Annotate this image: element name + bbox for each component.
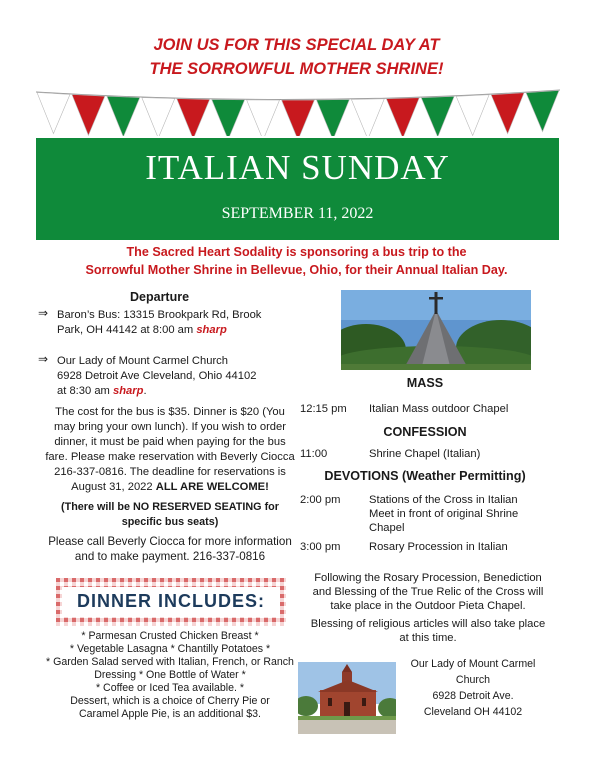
pennant-flag [421, 96, 454, 136]
menu-line-3: * Garden Salad served with Italian, French, or Ranch [46, 656, 294, 668]
cost-line-6: August 31, 2022 ALL ARE WELCOME! [71, 481, 269, 493]
stop2-sharp: sharp [112, 385, 144, 397]
confession-time: 11:00 [300, 448, 328, 460]
following-line-1: Following the Rosary Procession, Benediction [314, 572, 542, 584]
call-line-1: Please call Beverly Ciocca for more information [48, 535, 292, 548]
following-line-2: and Blessing of the True Relic of the Cross will [312, 586, 544, 598]
confession-heading: CONFESSION [383, 425, 467, 439]
menu-line-1: * Parmesan Crusted Chicken Breast * [81, 630, 259, 642]
cost-line-1: The cost for the bus is $35. Dinner is $20 (You [55, 406, 285, 418]
address-line-3: 6928 Detroit Ave. [432, 690, 514, 702]
following-line-5: at this time. [399, 632, 457, 644]
menu-line-2: * Vegetable Lasagna * Chantilly Potatoes * [69, 643, 271, 655]
intro-line-2: Sorrowful Mother Shrine in Bellevue, Ohio, for their Annual Italian Day. [85, 263, 508, 277]
devotions-heading: DEVOTIONS (Weather Permitting) [324, 469, 526, 483]
header-line-2: THE SORROWFUL MOTHER SHRINE! [149, 60, 444, 78]
pennant-flag [177, 99, 210, 136]
seating-line-2: specific bus seats) [121, 516, 219, 528]
all-welcome: ALL ARE WELCOME! [155, 481, 269, 493]
call-line-2: and to make payment. 216-337-0816 [74, 550, 266, 563]
cost-line-2: may bring your own lunch). If you wish to order [54, 421, 286, 433]
pennant-flag [37, 93, 70, 134]
pennant-flag [107, 96, 140, 136]
devotion2-desc: Rosary Procession in Italian [369, 541, 508, 553]
right-double-arrow-icon: ⇒ [38, 352, 49, 366]
intro-line-1: The Sacred Heart Sodality is sponsoring a bus trip to the [126, 245, 467, 259]
devotion2-time: 3:00 pm [300, 541, 341, 553]
cost-line-3: dinner, it must be paid when paying for the bus [54, 436, 286, 448]
menu-line-4: Dressing * One Bottle of Water * [94, 669, 246, 681]
stop1-line-1: Baron’s Bus: 13315 Brookpark Rd, Brook [57, 309, 262, 321]
departure-title: Departure [130, 290, 190, 304]
address-line-2: Church [455, 674, 491, 686]
seating-line-1: (There will be NO RESERVED SEATING for [61, 501, 279, 513]
pennant-flag [526, 91, 559, 132]
pennant-flag [491, 93, 524, 134]
pennant-flag [212, 99, 245, 136]
pennant-bunting [36, 86, 560, 136]
pennant-flag [351, 99, 384, 136]
mass-heading: MASS [406, 376, 444, 390]
following-line-3: take place in the Outdoor Pieta Chapel. [330, 600, 526, 612]
pennant-flag [72, 94, 105, 135]
banner-date: SEPTEMBER 11, 2022 [221, 205, 374, 222]
banner-title: ITALIAN SUNDAY [145, 148, 450, 187]
stop1-line-2: Park, OH 44142 at 8:00 am sharp [57, 324, 227, 336]
confession-desc: Shrine Chapel (Italian) [369, 448, 481, 460]
devotion1-line-2: Meet in front of original Shrine [369, 508, 519, 520]
address-line-1: Our Lady of Mount Carmel [410, 658, 536, 670]
cost-line-4: fare. Please make reservation with Beverly Ciocca [45, 451, 295, 463]
stop2-line-2: 6928 Detroit Ave Cleveland, Ohio 44102 [57, 370, 257, 382]
pennant-flag [386, 98, 419, 136]
right-double-arrow-icon: ⇒ [38, 306, 49, 320]
stop2-line-3: at 8:30 am sharp. [57, 385, 147, 397]
pennant-flag [316, 99, 349, 136]
church-photo [298, 662, 396, 734]
pennant-flag [247, 100, 280, 136]
address-line-4: Cleveland OH 44102 [423, 706, 523, 718]
menu-line-6: Dessert, which is a choice of Cherry Pie or [70, 695, 270, 707]
stop2-line-1: Our Lady of Mount Carmel Church [57, 355, 228, 367]
following-line-4: Blessing of religious articles will also take place [310, 618, 546, 630]
devotion1-line-1: Stations of the Cross in Italian [369, 494, 518, 506]
shrine-chapel-photo [341, 290, 531, 370]
mass-desc: Italian Mass outdoor Chapel [369, 403, 509, 415]
menu-line-7: Caramel Apple Pie, is an additional $3. [79, 708, 261, 720]
header-line-1: JOIN US FOR THIS SPECIAL DAY AT [153, 36, 440, 54]
dinner-includes-card [56, 578, 286, 626]
pennant-flag [456, 95, 489, 136]
menu-line-5: * Coffee or Iced Tea available. * [95, 682, 245, 694]
dinner-includes-heading: DINNER INCLUDES: [76, 591, 265, 611]
devotion1-time: 2:00 pm [300, 494, 341, 506]
stop1-sharp: sharp [196, 324, 227, 336]
pennant-flag [142, 98, 175, 136]
title-banner [36, 138, 559, 240]
cost-line-5: 216-337-0816. The deadline for reservations is [54, 466, 286, 478]
devotion1-line-3: Chapel [369, 522, 405, 534]
pennant-flag [282, 100, 315, 136]
mass-time: 12:15 pm [300, 403, 347, 415]
